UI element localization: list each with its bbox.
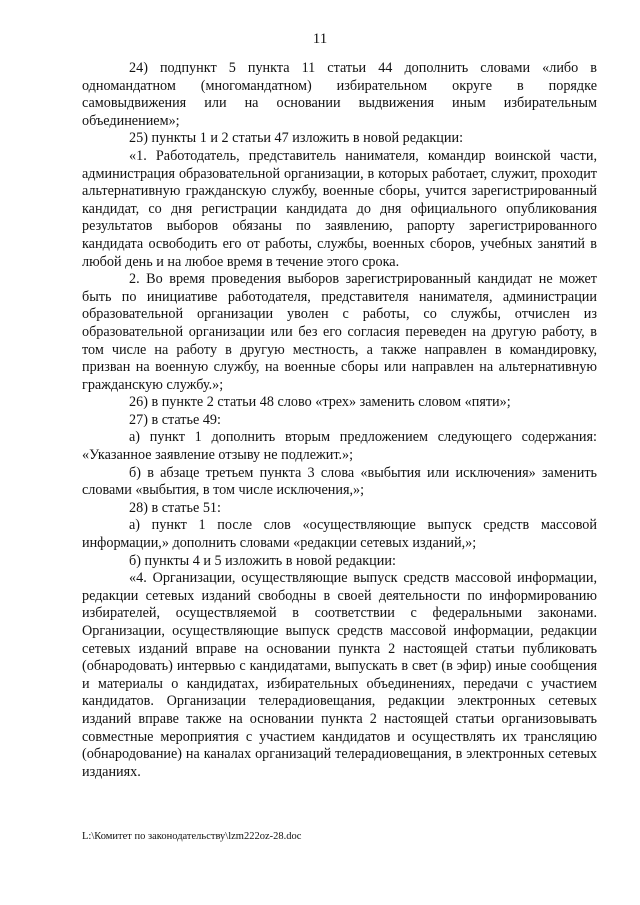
paragraph-clause-1: «1. Работодатель, представитель нанимателя, командир воинской части, администрация образовательной организации, в которых работает, служит, проходит альтернативную гражданскую службу, военные сборы, учится зарегистрированный кандидат, со дня регистрации кандидата до дня официального опубликования результатов выборов обязаны по заявлению, рапорту зарегистрированного кандидата освободить его от работы, службы, военных сборов, учебных занятий в любой день и на любое время в течение этого срока.	[82, 147, 597, 270]
page-number: 11	[312, 31, 328, 47]
paragraph-clause-4: «4. Организации, осуществляющие выпуск средств массовой информации, редакции сетевых изданий свободны в своей деятельности по информированию избирателей, осуществляемой в соответствии с федеральными законами. Организации, осуществляющие выпуск средств массовой информации, редакции сетевых изданий вправе на основании пункта 2 настоящей статьи публиковать (обнародовать) интервью с кандидатами, выпускать в свет (в эфир) иные сообщения и материалы о кандидатах, избирательных объединениях, передачи с участием кандидатов. Организации телерадиовещания, редакции электронных сетевых изданий вправе также на основании пункта 2 настоящей статьи организовывать совместные мероприятия с участием кандидатов и осуществлять их трансляцию (обнародование) на каналах организаций телерадиовещания, в электронных сетевых изданиях.	[82, 570, 597, 780]
document-body	[82, 60, 597, 781]
paragraph-item-27: 27) в статье 49:	[129, 411, 221, 428]
paragraph-item-25: 25) пункты 1 и 2 статьи 47 изложить в новой редакции:	[129, 130, 464, 147]
paragraph-item-24: 24) подпункт 5 пункта 11 статьи 44 дополнить словами «либо в одномандатном (многомандатном) избирательном округе в порядке самовыдвижения или на основании выдвижения иным избирательным объединением»;	[82, 60, 597, 129]
paragraph-item-28-b: б) пункты 4 и 5 изложить в новой редакции:	[129, 552, 396, 569]
paragraph-clause-2: 2. Во время проведения выборов зарегистрированный кандидат не может быть по инициативе работодателя, представителя нанимателя, администрации образовательной организации уволен с работы, со службы, отчислен из образовательной организации или без его согласия переведен на другую работу, в том числе на работу в другую местность, а также направлен в командировку, призван на военную службу, на военные сборы или направлен на альтернативную гражданскую службу.»;	[82, 271, 597, 393]
paragraph-item-28-a: а) пункт 1 после слов «осуществляющие выпуск средств массовой информации,» дополнить словами «редакции сетевых изданий,»;	[82, 517, 597, 552]
file-path-footer: L:\Комитет по законодательству\lzm222oz-28.doc	[82, 831, 302, 842]
paragraph-item-27-b: б) в абзаце третьем пункта 3 слова «выбытия или исключения» заменить словами «выбытия, в том числе исключения,»;	[82, 464, 597, 499]
paragraph-item-27-a: а) пункт 1 дополнить вторым предложением следующего содержания: «Указанное заявление отзыву не подлежит.»;	[82, 429, 597, 464]
paragraph-item-26: 26) в пункте 2 статьи 48 слово «трех» заменить словом «пяти»;	[129, 394, 511, 411]
paragraph-item-28: 28) в статье 51:	[129, 499, 221, 516]
